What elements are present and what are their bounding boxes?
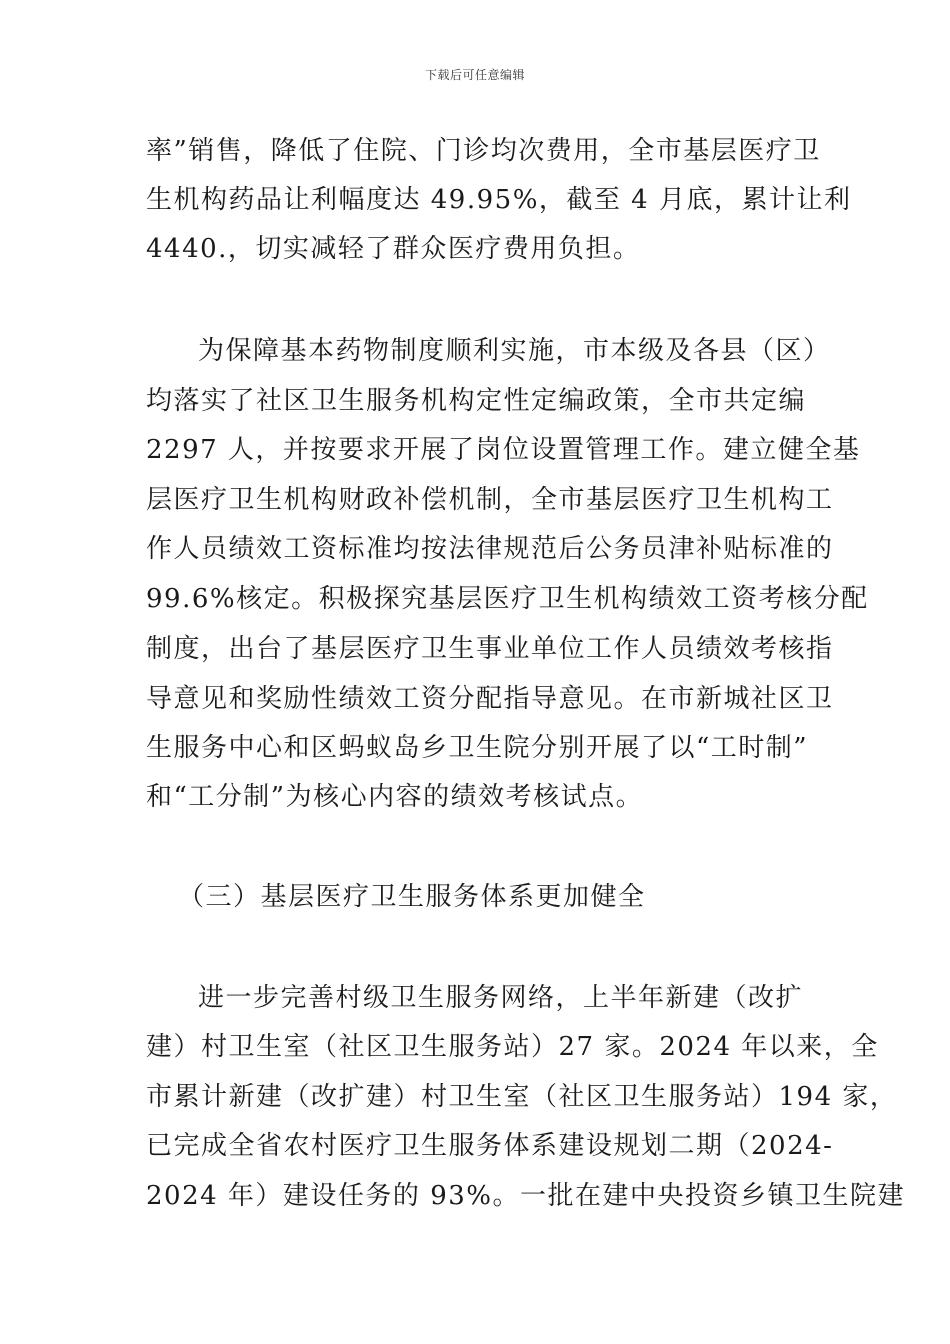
- page-header: 下载后可任意编辑: [424, 68, 525, 82]
- text-line: 生服务中心和区蚂蚁岛乡卫生院分别开展了以“工时制”: [146, 733, 809, 763]
- text-line: 制度，出台了基层医疗卫生事业单位工作人员绩效考核指: [146, 634, 834, 664]
- text-line: 率”销售，降低了住院、门诊均次费用，全市基层医疗卫: [146, 136, 821, 166]
- text-line: 市累计新建（改扩建）村卫生室（社区卫生服务站）194 家，: [146, 1082, 898, 1112]
- text-line: 99.6%核定。积极探究基层医疗卫生机构绩效工资考核分配: [146, 584, 869, 614]
- text-line: 4440.，切实减轻了群众医疗费用负担。: [146, 234, 641, 264]
- text-line: 作人员绩效工资标准均按法律规范后公务员津补贴标准的: [146, 534, 834, 564]
- text-line: 导意见和奖励性绩效工资分配指导意见。在市新城社区卫: [146, 684, 834, 714]
- section-heading: （三）基层医疗卫生服务体系更加健全: [178, 882, 646, 912]
- text-line: 为保障基本药物制度顺利实施，市本级及各县（区）: [198, 336, 831, 366]
- text-line: 2297 人，并按要求开展了岗位设置管理工作。建立健全基: [146, 435, 861, 465]
- text-line: 层医疗卫生机构财政补偿机制，全市基层医疗卫生机构工: [146, 485, 834, 515]
- text-line: 和“工分制”为核心内容的绩效考核试点。: [146, 782, 644, 812]
- text-line: 生机构药品让利幅度达 49.95%，截至 4 月底，累计让利: [146, 185, 852, 215]
- text-line: 已完成全省农村医疗卫生服务体系建设规划二期（2024-: [146, 1131, 834, 1161]
- text-line: 2024 年）建设任务的 93%。一批在建中央投资乡镇卫生院建: [146, 1181, 905, 1211]
- text-line: 建）村卫生室（社区卫生服务站）27 家。2024 年以来，全: [146, 1032, 879, 1062]
- text-line: 进一步完善村级卫生服务网络，上半年新建（改扩: [198, 983, 804, 1013]
- text-line: 均落实了社区卫生服务机构定性定编政策，全市共定编: [146, 386, 807, 416]
